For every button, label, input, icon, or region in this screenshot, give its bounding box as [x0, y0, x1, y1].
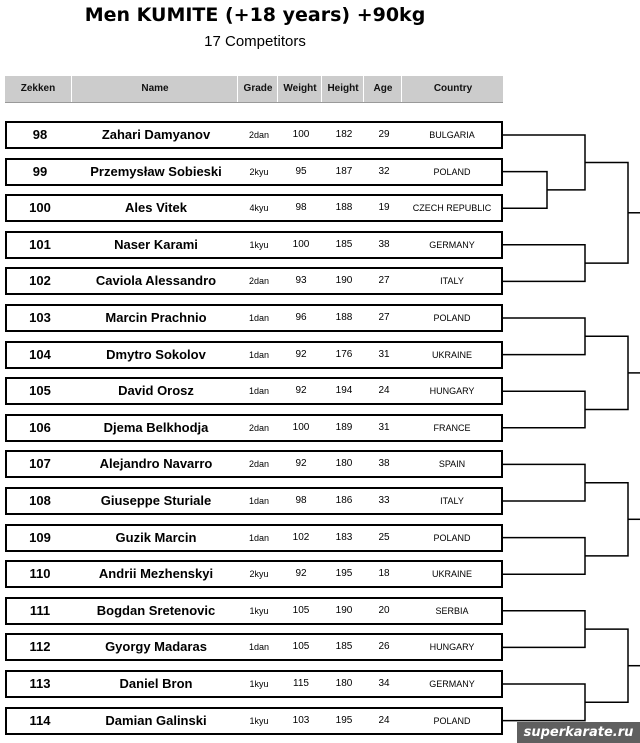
bracket-line-r2 [585, 162, 628, 263]
weight-cell: 95 [295, 165, 307, 177]
name-cell: Damian Galinski [105, 712, 207, 728]
weight-cell: 98 [295, 495, 307, 506]
bracket-line-r2 [585, 629, 628, 702]
country-cell: UKRAINE [431, 349, 472, 360]
weight-cell: 96 [295, 312, 307, 323]
grade-cell: 1dan [248, 532, 270, 543]
grade-cell: 2dan [248, 276, 270, 287]
weight-cell: 92 [295, 385, 307, 397]
weight-cell: 92 [295, 568, 307, 580]
country-cell: UKRAINE [431, 569, 472, 580]
header-name: Name [71, 76, 238, 102]
zekken-cell: 106 [29, 419, 51, 435]
bracket-line-r1 [503, 318, 585, 355]
bracket-line-r1 [503, 391, 585, 428]
age-cell: 24 [378, 385, 390, 397]
zekken-cell: 114 [29, 712, 51, 728]
age-cell: 24 [378, 714, 390, 726]
age-cell: 20 [378, 604, 390, 616]
zekken-cell: 108 [29, 493, 51, 508]
grade-cell: 2dan [248, 130, 270, 140]
bracket-line-r1 [503, 464, 585, 501]
weight-cell: 92 [295, 458, 307, 470]
age-cell: 38 [378, 238, 390, 250]
country-cell: SERBIA [435, 605, 469, 616]
age-cell: 27 [378, 275, 390, 287]
watermark: superkarate.ru [517, 722, 640, 743]
bracket-line-r1 [503, 538, 585, 575]
grade-cell: 2kyu [249, 569, 269, 580]
zekken-cell: 109 [29, 529, 51, 545]
weight-cell: 100 [292, 238, 310, 250]
country-cell: POLAND [433, 715, 471, 726]
zekken-cell: 104 [29, 346, 51, 362]
age-cell: 33 [378, 495, 390, 506]
zekken-cell: 103 [29, 310, 51, 325]
name-cell: Przemysław Sobieski [90, 163, 222, 179]
height-cell: 187 [335, 165, 353, 177]
name-cell: Naser Karami [114, 236, 198, 252]
zekken-cell: 99 [32, 163, 48, 179]
header-age: Age [363, 76, 402, 102]
bracket-line-r1 [503, 611, 585, 648]
height-cell: 190 [335, 275, 353, 287]
name-cell: Gyorgy Madaras [105, 639, 207, 655]
grade-cell: 1dan [248, 386, 270, 397]
bracket-line-r1 [503, 245, 585, 282]
header-zekken: Zekken [20, 83, 56, 94]
name-cell: Bogdan Sretenovic [96, 602, 216, 618]
weight-cell: 105 [292, 641, 310, 653]
bracket-line-r1 [503, 135, 585, 190]
grade-cell: 1dan [248, 496, 270, 506]
height-cell: 180 [335, 678, 353, 689]
weight-cell: 102 [292, 531, 310, 543]
height-cell: 189 [335, 421, 353, 433]
header-height: Height [321, 76, 364, 102]
age-cell: 34 [378, 678, 390, 689]
age-cell: 29 [378, 129, 390, 140]
country-cell: CZECH REPUBLIC [412, 203, 492, 214]
name-cell: Dmytro Sokolov [106, 346, 206, 362]
name-cell: Giuseppe Sturiale [100, 493, 212, 508]
grade-cell: 1kyu [249, 679, 269, 689]
age-cell: 18 [378, 568, 390, 580]
height-cell: 190 [335, 604, 353, 616]
country-cell: ITALY [440, 276, 464, 287]
bracket-line-prelim [503, 172, 547, 209]
bracket-line-r1 [503, 684, 585, 721]
height-cell: 185 [335, 641, 353, 653]
age-cell: 31 [378, 348, 390, 360]
bracket-line-r2 [585, 483, 628, 556]
height-cell: 183 [335, 531, 353, 543]
page-title: Men KUMITE (+18 years) +90kg [84, 4, 426, 26]
zekken-cell: 100 [29, 200, 51, 216]
country-cell: BULGARIA [429, 130, 475, 140]
height-cell: 182 [335, 129, 353, 140]
weight-cell: 92 [295, 348, 307, 360]
age-cell: 19 [378, 202, 390, 214]
age-cell: 26 [378, 641, 390, 653]
weight-cell: 103 [292, 714, 310, 726]
weight-cell: 115 [293, 678, 309, 689]
name-cell: Marcin Prachnio [105, 310, 207, 325]
age-cell: 32 [378, 165, 390, 177]
age-cell: 38 [378, 458, 390, 470]
country-cell: GERMANY [429, 679, 475, 689]
grade-cell: 1dan [248, 349, 270, 360]
grade-cell: 2dan [248, 422, 270, 433]
weight-cell: 98 [295, 202, 307, 214]
grade-cell: 1dan [248, 313, 270, 323]
weight-cell: 100 [292, 129, 310, 140]
weight-cell: 105 [292, 604, 310, 616]
height-cell: 185 [335, 238, 353, 250]
zekken-cell: 101 [29, 236, 51, 252]
zekken-cell: 107 [29, 456, 51, 472]
country-cell: GERMANY [429, 239, 475, 250]
country-cell: HUNGARY [429, 386, 475, 397]
header-grade: Grade [237, 76, 278, 102]
zekken-cell: 102 [29, 273, 51, 289]
name-cell: Caviola Alessandro [95, 273, 217, 289]
competitor-count: 17 Competitors [204, 33, 306, 50]
country-cell: HUNGARY [429, 642, 475, 653]
zekken-cell: 112 [29, 639, 51, 655]
name-cell: Guzik Marcin [115, 529, 197, 545]
height-cell: 186 [335, 495, 353, 506]
name-cell: Andrii Mezhenskyi [98, 566, 214, 582]
zekken-cell: 113 [29, 676, 51, 691]
zekken-cell: 98 [32, 127, 48, 142]
grade-cell: 4kyu [249, 203, 269, 214]
country-cell: ITALY [440, 496, 464, 506]
weight-cell: 100 [292, 421, 310, 433]
grade-cell: 2kyu [249, 166, 269, 177]
name-cell: Ales Vitek [125, 200, 187, 216]
country-cell: FRANCE [433, 422, 471, 433]
zekken-cell: 105 [29, 383, 51, 399]
height-cell: 194 [335, 385, 353, 397]
height-cell: 188 [335, 312, 353, 323]
zekken-cell: 111 [29, 602, 51, 618]
name-cell: David Orosz [118, 383, 194, 399]
grade-cell: 1kyu [249, 715, 269, 726]
country-cell: SPAIN [438, 459, 466, 470]
grade-cell: 1kyu [249, 605, 269, 616]
country-cell: POLAND [433, 313, 471, 323]
zekken-cell: 110 [29, 566, 51, 582]
height-cell: 195 [335, 714, 353, 726]
grade-cell: 2dan [248, 459, 270, 470]
country-cell: POLAND [433, 532, 471, 543]
grade-cell: 1kyu [249, 239, 269, 250]
age-cell: 31 [378, 421, 390, 433]
weight-cell: 93 [295, 275, 307, 287]
name-cell: Alejandro Navarro [99, 456, 213, 472]
name-cell: Daniel Bron [119, 676, 193, 691]
height-cell: 180 [335, 458, 353, 470]
height-cell: 176 [335, 348, 353, 360]
name-cell: Djema Belkhodja [103, 419, 209, 435]
name-cell: Zahari Damyanov [101, 127, 211, 142]
height-cell: 195 [335, 568, 353, 580]
height-cell: 188 [335, 202, 353, 214]
grade-cell: 1dan [248, 642, 270, 653]
age-cell: 27 [378, 312, 390, 323]
header-country: Country [401, 76, 504, 102]
bracket-line-r2 [585, 336, 628, 409]
header-weight: Weight [277, 76, 322, 102]
age-cell: 25 [378, 531, 390, 543]
country-cell: POLAND [433, 166, 471, 177]
